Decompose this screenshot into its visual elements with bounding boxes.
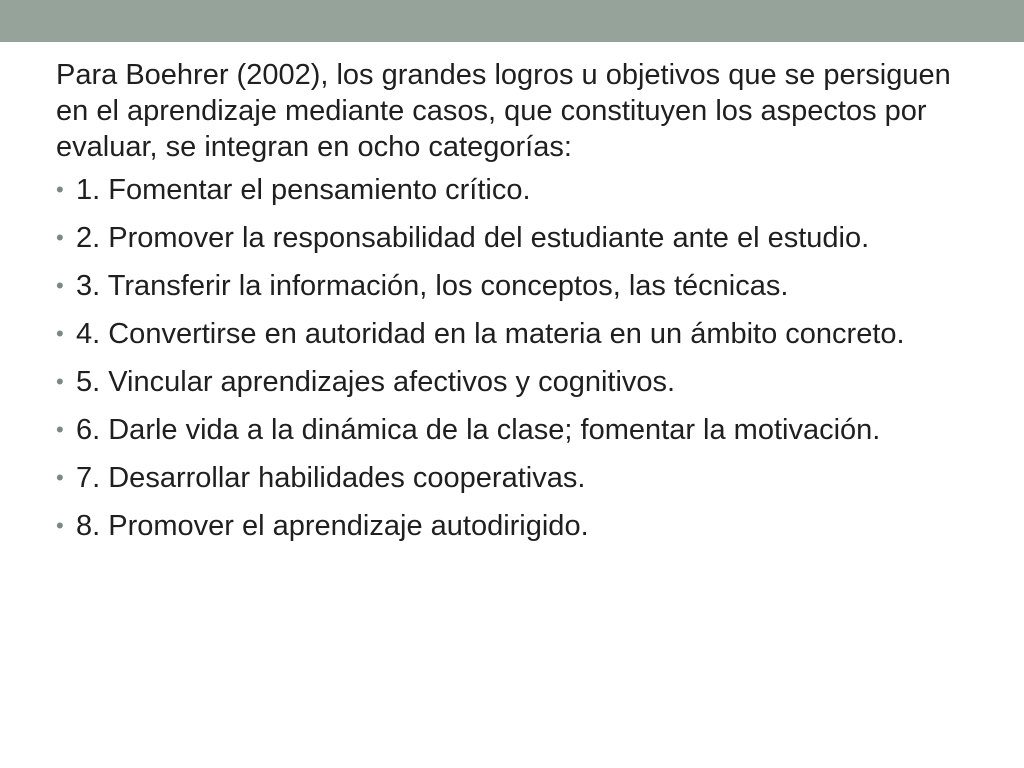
list-item-text: 6. Darle vida a la dinámica de la clase; fomentar la motivación. — [76, 414, 881, 446]
bullet-dot-icon: • — [56, 321, 64, 346]
bullet-dot-icon: • — [56, 369, 64, 394]
list-item — [56, 316, 956, 352]
list-item — [56, 412, 956, 448]
list-item-text: 2. Promover la responsabilidad del estudiante ante el estudio. — [76, 222, 870, 254]
list-item-text: 3. Transferir la información, los conceptos, las técnicas. — [76, 270, 789, 302]
list-item — [56, 268, 956, 304]
list-item-text: 5. Vincular aprendizajes afectivos y cognitivos. — [76, 366, 676, 398]
list-item — [56, 220, 956, 256]
bullet-dot-icon: • — [56, 273, 64, 298]
list-item — [56, 460, 956, 496]
list-item-text: 8. Promover el aprendizaje autodirigido. — [76, 510, 589, 542]
bullet-dot-icon: • — [56, 177, 64, 202]
list-item — [56, 508, 956, 544]
objectives-list — [56, 172, 956, 544]
bullet-dot-icon: • — [56, 513, 64, 538]
bullet-dot-icon: • — [56, 417, 64, 442]
list-item — [56, 364, 956, 400]
bullet-dot-icon: • — [56, 225, 64, 250]
slide-body — [56, 57, 956, 556]
list-item-text: 4. Convertirse en autoridad en la materia en un ámbito concreto. — [76, 318, 905, 350]
intro-paragraph: Para Boehrer (2002), los grandes logros u objetivos que se persiguen en el aprendizaje mediante casos, que constituyen los aspectos por evaluar, se integran en ocho categorías: — [56, 59, 951, 163]
list-item-text: 1. Fomentar el pensamiento crítico. — [76, 174, 531, 206]
list-item-text: 7. Desarrollar habilidades cooperativas. — [76, 462, 586, 494]
bullet-dot-icon: • — [56, 465, 64, 490]
top-color-band — [0, 0, 1024, 42]
list-item — [56, 172, 956, 208]
